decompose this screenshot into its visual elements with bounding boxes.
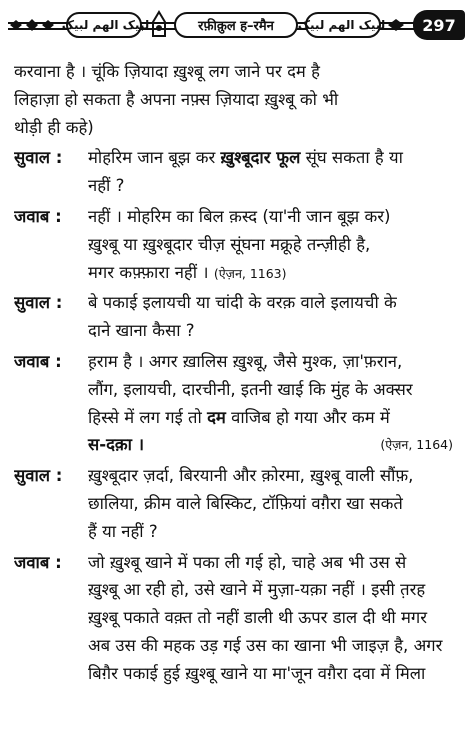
text-line: ख़ुश्बू पकाते वक़्त तो नहीं डाली थी ऊपर डाल दी थी मगर (88, 608, 428, 628)
answer-bold-text: स-दक़ा । (88, 435, 145, 455)
ornament-left (8, 18, 56, 32)
question-text: बे पकाई इलायची या चांदी के वरक़ वाले इलायची के (88, 293, 397, 313)
text-line: लिहाज़ा हो सकता है अपना नफ़्स ज़ियादा ख़ुश्बू को भी (14, 89, 339, 109)
answer-text: जो ख़ुश्बू खाने में पका ली गई हो, चाहे अब भी उस से (88, 552, 407, 572)
question-label: सुवाल : (14, 466, 63, 486)
question-text: ख़ुश्बूदार ज़र्दा, बिरयानी और क़ोरमा, ख़ुश्बू वाली सौंफ़, (88, 466, 414, 486)
text-line: ख़ुश्बू आ रही हो, उसे खाने में मुज़ा-यक़ा नहीं । इसी त़रह (88, 580, 426, 600)
text-line (14, 259, 459, 287)
answer-text: मगर कफ़्फ़ारा नहीं । (88, 262, 209, 282)
question-text: मोहरिम जान बूझ कर (88, 148, 221, 168)
answer-label: जवाब : (14, 351, 62, 371)
answer-text: नहीं । मोहरिम का बिल क़स्द (या'नी जान बूझ कर) (88, 206, 391, 226)
seal-text-left: لبیک الھم لبیک (61, 18, 150, 32)
question-line (14, 289, 459, 317)
text-line: बिग़ैर पकाई हुई ख़ुश्बू खाने या मा'जून वग़ैरा दवा में मिला (88, 663, 426, 683)
answer-label: जवाब : (14, 552, 62, 572)
answer-text: ह़राम है । अगर ख़ालिस ख़ुश्बू, जैसे मुश्क, ज़ा'फ़रान, (88, 351, 403, 371)
question-label: सुवाल : (14, 293, 63, 313)
page-header (8, 6, 465, 48)
text-line: अब उस की महक उड़ गई उस का खाना भी जाइज़ है, अगर (88, 635, 443, 655)
question-text: सूंघ सकता है या (300, 148, 403, 168)
text-line: थोड़ी ही कहे) (14, 117, 94, 137)
page-number: 297 (413, 10, 465, 40)
text-line: करवाना है । चूंकि ज़ियादा ख़ुश्बू लग जाने पर दम है (14, 62, 320, 81)
header-title: रफ़ीक़ुल ह–रमैन (174, 12, 298, 38)
answer-line (14, 348, 459, 376)
header-seal-left (61, 12, 150, 38)
ornament-right (386, 18, 410, 32)
answer-text: वाजिब हो गया और कम में (225, 407, 390, 427)
reference: (ऐज़न, 1163) (213, 265, 287, 281)
seal-text-right: لبیک الھم لبیک (297, 18, 386, 32)
answer-text: हिस्से में लग गई तो (88, 407, 208, 427)
answer-bold-text: दम (207, 407, 226, 427)
text-line: हैं या नहीं ? (88, 521, 158, 541)
text-line: नहीं ? (88, 176, 125, 196)
page-body (14, 58, 459, 688)
header-seal-right (297, 12, 386, 38)
question-line (14, 462, 459, 490)
answer-line (14, 203, 459, 231)
text-line: छालिया, क्रीम वाले बिस्किट, टॉफ़ियां वग़ैरा खा सकते (88, 493, 403, 513)
text-line (14, 404, 459, 432)
answer-label: जवाब : (14, 206, 62, 226)
question-line (14, 144, 459, 172)
answer-line (14, 549, 459, 577)
reference: (ऐज़न, 1164) (380, 437, 453, 453)
question-label: सुवाल : (14, 148, 63, 168)
text-line: ख़ुश्बू या ख़ुश्बूदार चीज़ सूंघना मक्रूहे तन्ज़ीही है, (88, 234, 371, 254)
text-line: दाने खाना कैसा ? (88, 321, 195, 341)
text-line (14, 431, 459, 459)
text-line: लौंग, इलायची, दारचीनी, इतनी खाई कि मुंह के अक्सर (88, 379, 413, 399)
lamp-icon (150, 10, 168, 40)
question-bold-text: ख़ुश्बूदार फूल (220, 148, 301, 168)
